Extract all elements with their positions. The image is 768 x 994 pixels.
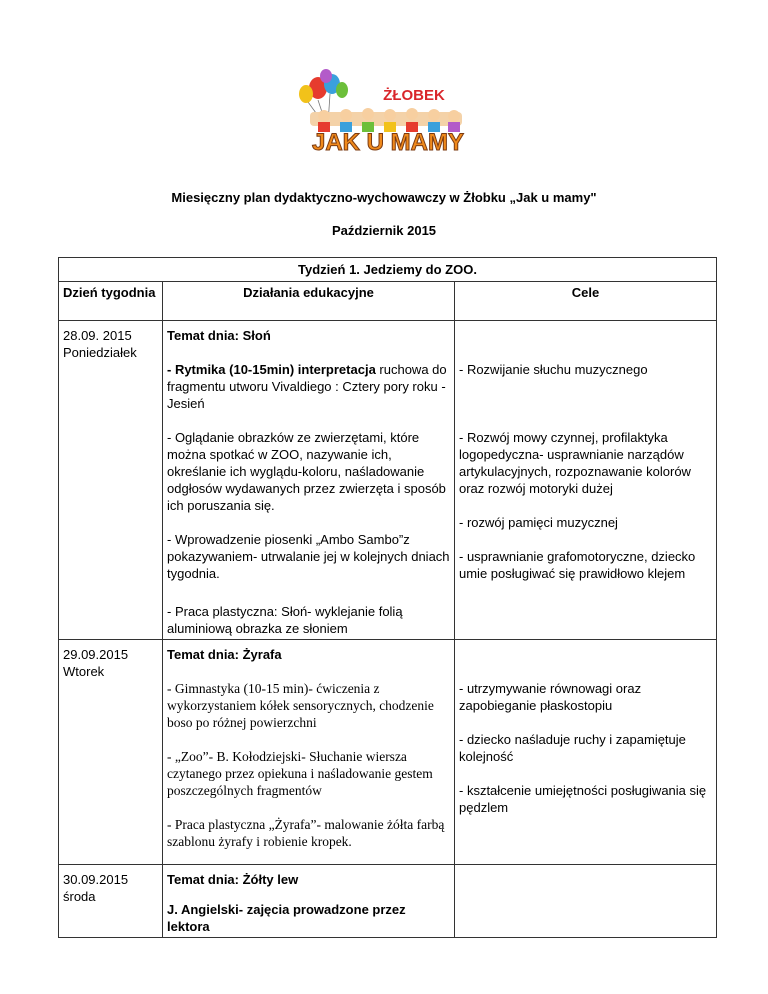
week-row	[59, 258, 717, 282]
day-theme: Temat dnia: Słoń	[167, 328, 271, 343]
day-cell	[59, 640, 163, 865]
day-cell	[59, 321, 163, 640]
header-row	[59, 282, 717, 321]
goal-item: - usprawnianie grafomotoryczne, dziecko umie posługiwać się prawidłowo klejem	[459, 549, 696, 581]
goals-cell	[455, 640, 717, 865]
day-date: 28.09. 2015	[63, 328, 132, 343]
header-activities: Działania edukacyjne	[163, 282, 455, 321]
month-title: Październik 2015	[331, 223, 437, 238]
day-theme: Temat dnia: Żółty lew	[167, 872, 299, 887]
document-title: Miesięczny plan dydaktyczno-wychowawczy w Żłobku „Jak u mamy"	[171, 190, 597, 205]
day-weekday: środa	[63, 889, 96, 904]
day-weekday: Poniedziałek	[63, 345, 137, 360]
zlobek-logo	[296, 66, 472, 157]
day-weekday: Wtorek	[63, 664, 105, 679]
day-theme: Temat dnia: Żyrafa	[167, 647, 282, 662]
activity-item: - Praca plastyczna: Słoń- wyklejanie folią aluminiową obrazka ze słoniem	[167, 604, 403, 636]
goal-item: - rozwój pamięci muzycznej	[459, 515, 618, 530]
day-date: 29.09.2015	[63, 647, 129, 662]
goals-cell	[455, 865, 717, 938]
week-title: Tydzień 1. Jedziemy do ZOO.	[59, 258, 717, 282]
goal-item: - kształcenie umiejętności posługiwania się pędzlem	[459, 783, 707, 815]
header-goals: Cele	[455, 282, 717, 321]
activity-item: J. Angielski- zajęcia prowadzone przez lektora	[167, 902, 406, 934]
goal-item: - utrzymywanie równowagi oraz zapobieganie płaskostopiu	[459, 681, 642, 713]
goal-item: - Rozwijanie słuchu muzycznego	[459, 362, 648, 377]
day-cell	[59, 865, 163, 938]
activities-cell	[163, 321, 455, 640]
goal-item: - dziecko naśladuje ruchy i zapamiętuje kolejność	[459, 732, 686, 764]
activities-cell	[163, 640, 455, 865]
logo-text-jak-u-mamy: JAK U MAMY	[311, 129, 465, 156]
day-row-wednesday	[59, 865, 717, 938]
header-day: Dzień tygodnia	[59, 282, 163, 321]
logo-text-zlobek: ŻŁOBEK	[383, 87, 445, 104]
activity-item: - Rytmika (10-15min) interpretacja ruchowa do fragmentu utworu Vivaldiego : Cztery pory roku - Jesień	[167, 362, 447, 411]
activity-item: - Wprowadzenie piosenki „Ambo Sambo”z pokazywaniem- utrwalanie jej w kolejnych dniach tygodnia.	[167, 532, 450, 581]
activity-item: - Praca plastyczna „Żyrafa”- malowanie żółta farbą szablonu żyrafy i robienie kropek.	[167, 817, 445, 849]
day-row-tuesday	[59, 640, 717, 865]
plan-table	[58, 257, 717, 938]
goals-cell	[455, 321, 717, 640]
activity-item: - „Zoo”- B. Kołodziejski- Słuchanie wiersza czytanego przez opiekuna i naśladowanie gestem poszczególnych fragmentów	[167, 749, 433, 798]
goal-item: - Rozwój mowy czynnej, profilaktyka logopedyczna- usprawnianie narządów artykulacyjnych, rozpoznawanie kolorów oraz rozwój motoryki dużej	[459, 430, 691, 496]
day-date: 30.09.2015	[63, 872, 129, 887]
activity-item: - Oglądanie obrazków ze zwierzętami, które można spotkać w ZOO, nazywanie ich, określanie ich wyglądu-koloru, naśladowanie odgłosów wydawanych przez zwierzęta i sposób ich poruszania się.	[167, 430, 446, 513]
activities-cell	[163, 865, 455, 938]
activity-item: - Gimnastyka (10-15 min)- ćwiczenia z wykorzystaniem kółek sensorycznych, chodzenie boso po różnej powierzchni	[167, 681, 434, 730]
day-row-monday	[59, 321, 717, 640]
